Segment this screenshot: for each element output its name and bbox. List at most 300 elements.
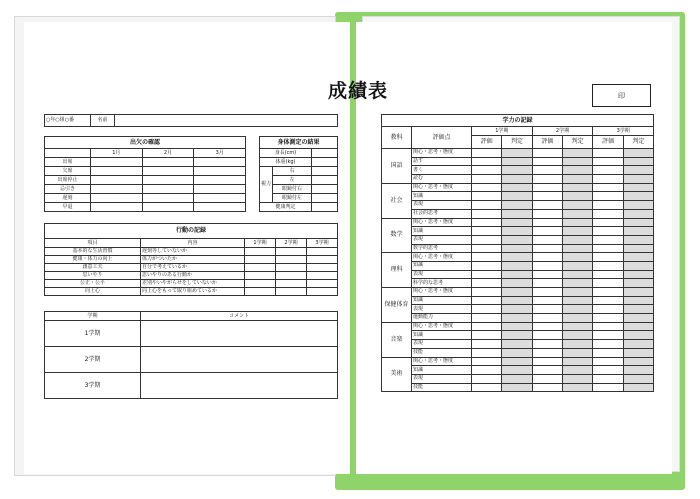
attendance-row-label: 出席停止 <box>45 176 91 185</box>
grade-row <box>382 218 654 227</box>
eval-cell[interactable] <box>532 218 562 227</box>
judge-cell[interactable] <box>562 374 592 383</box>
attendance-cell[interactable] <box>91 167 143 176</box>
grade-row <box>382 183 654 192</box>
eval-cell[interactable] <box>472 348 502 357</box>
judge-cell[interactable] <box>623 331 653 340</box>
judge-cell[interactable] <box>623 166 653 175</box>
eval-cell[interactable] <box>472 383 502 392</box>
eval-cell[interactable] <box>532 357 562 366</box>
judge-cell[interactable] <box>623 235 653 244</box>
judge-cell[interactable] <box>623 348 653 357</box>
judge-cell[interactable] <box>502 296 532 305</box>
judge-cell[interactable] <box>623 201 653 210</box>
behavior-cell[interactable] <box>245 280 276 288</box>
judge-cell[interactable] <box>502 235 532 244</box>
eval-cell[interactable] <box>532 340 562 349</box>
eval-cell[interactable] <box>593 149 623 158</box>
behavior-item: 創意工夫 <box>45 264 141 272</box>
grade-row <box>382 166 654 175</box>
judge-cell[interactable] <box>623 366 653 375</box>
eval-cell[interactable] <box>593 209 623 218</box>
eval-cell[interactable] <box>593 279 623 288</box>
judge-cell[interactable] <box>502 253 532 262</box>
eval-cell[interactable] <box>532 296 562 305</box>
judge-cell[interactable] <box>623 374 653 383</box>
judge-cell[interactable] <box>562 279 592 288</box>
grade-item: 技能 <box>412 383 472 392</box>
eval-cell[interactable] <box>532 201 562 210</box>
eval-cell[interactable] <box>532 192 562 201</box>
eval-cell[interactable] <box>472 314 502 323</box>
eval-cell[interactable] <box>472 279 502 288</box>
comment-row <box>45 347 338 373</box>
eval-cell[interactable] <box>593 322 623 331</box>
eval-cell[interactable] <box>472 288 502 297</box>
eval-cell[interactable] <box>472 149 502 158</box>
judge-cell[interactable] <box>502 183 532 192</box>
eval-cell[interactable] <box>532 149 562 158</box>
behavior-cell[interactable] <box>307 288 338 296</box>
judge-cell[interactable] <box>502 322 532 331</box>
judge-cell[interactable] <box>623 175 653 184</box>
behavior-content: 遅刻等していないか <box>141 248 245 256</box>
grade-row <box>382 322 654 331</box>
grade-row <box>382 331 654 340</box>
eval-cell[interactable] <box>532 253 562 262</box>
grade-item: 読む <box>412 175 472 184</box>
attendance-cell[interactable] <box>91 185 143 194</box>
judge-cell[interactable] <box>562 296 592 305</box>
eye-row-label: 右 <box>273 167 312 176</box>
term-header: 1学期 <box>472 127 533 136</box>
behavior-cell[interactable] <box>307 256 338 264</box>
eye-field[interactable] <box>312 185 338 194</box>
eval-cell[interactable] <box>593 201 623 210</box>
judge-cell[interactable] <box>562 175 592 184</box>
eval-cell[interactable] <box>472 157 502 166</box>
judge-cell[interactable] <box>562 322 592 331</box>
grade-row <box>382 270 654 279</box>
judge-cell[interactable] <box>502 244 532 253</box>
judge-cell[interactable] <box>623 357 653 366</box>
behavior-cell[interactable] <box>276 280 307 288</box>
judge-cell[interactable] <box>502 305 532 314</box>
judge-cell[interactable] <box>502 383 532 392</box>
judge-header: 判定 <box>502 136 532 149</box>
judge-cell[interactable] <box>562 183 592 192</box>
behavior-table <box>44 223 338 296</box>
behavior-row <box>45 288 338 296</box>
eval-cell[interactable] <box>593 227 623 236</box>
attendance-cell[interactable] <box>194 203 246 212</box>
behavior-cell[interactable] <box>245 248 276 256</box>
behavior-cell[interactable] <box>276 288 307 296</box>
judge-cell[interactable] <box>502 374 532 383</box>
behavior-cell[interactable] <box>245 272 276 280</box>
eval-cell[interactable] <box>593 357 623 366</box>
comment-header: 学期 <box>45 312 141 321</box>
eval-cell[interactable] <box>472 166 502 175</box>
judge-cell[interactable] <box>502 340 532 349</box>
grade-row <box>382 201 654 210</box>
eval-cell[interactable] <box>472 175 502 184</box>
eval-cell[interactable] <box>593 340 623 349</box>
eval-cell[interactable] <box>532 175 562 184</box>
grade-item: 関心・思考・態度 <box>412 322 472 331</box>
eval-cell[interactable] <box>593 157 623 166</box>
behavior-header: 内容 <box>141 239 245 248</box>
attendance-cell[interactable] <box>142 185 194 194</box>
judge-cell[interactable] <box>623 296 653 305</box>
judge-cell[interactable] <box>562 166 592 175</box>
judge-cell[interactable] <box>562 253 592 262</box>
behavior-item: 向上心 <box>45 288 141 296</box>
subject-header: 教科 <box>382 127 412 149</box>
eval-cell[interactable] <box>593 366 623 375</box>
judge-cell[interactable] <box>562 209 592 218</box>
behavior-content: 体力がついたか <box>141 256 245 264</box>
attendance-cell[interactable] <box>142 194 194 203</box>
judge-cell[interactable] <box>623 340 653 349</box>
subject-name: 音楽 <box>382 322 412 357</box>
attendance-table <box>44 136 246 212</box>
judge-cell[interactable] <box>623 253 653 262</box>
judge-cell[interactable] <box>562 149 592 158</box>
attendance-cell[interactable] <box>142 203 194 212</box>
judge-cell[interactable] <box>502 166 532 175</box>
judge-cell[interactable] <box>562 383 592 392</box>
attendance-row-label: 出席 <box>45 158 91 167</box>
eval-cell[interactable] <box>593 305 623 314</box>
comment-field[interactable] <box>141 321 338 347</box>
eval-cell[interactable] <box>472 270 502 279</box>
judge-cell[interactable] <box>562 366 592 375</box>
behavior-cell[interactable] <box>276 256 307 264</box>
eval-cell[interactable] <box>472 340 502 349</box>
eval-cell[interactable] <box>472 235 502 244</box>
eval-cell[interactable] <box>472 244 502 253</box>
eval-cell[interactable] <box>532 314 562 323</box>
name-label: 名前 <box>91 115 115 127</box>
behavior-cell[interactable] <box>245 264 276 272</box>
weight-label: 体重(kg) <box>260 158 312 167</box>
judge-cell[interactable] <box>562 305 592 314</box>
judge-cell[interactable] <box>502 261 532 270</box>
judge-cell[interactable] <box>562 348 592 357</box>
judge-cell[interactable] <box>502 149 532 158</box>
eval-cell[interactable] <box>593 348 623 357</box>
judge-cell[interactable] <box>623 270 653 279</box>
judge-cell[interactable] <box>562 314 592 323</box>
behavior-cell[interactable] <box>245 256 276 264</box>
judge-cell[interactable] <box>502 209 532 218</box>
grade-item: 表現 <box>412 340 472 349</box>
grade-item: 知識 <box>412 261 472 270</box>
behavior-cell[interactable] <box>276 264 307 272</box>
grade-item: 関心・思考・態度 <box>412 183 472 192</box>
eval-cell[interactable] <box>532 348 562 357</box>
grade-item: 知識 <box>412 331 472 340</box>
behavior-row <box>45 256 338 264</box>
eval-cell[interactable] <box>532 322 562 331</box>
eval-cell[interactable] <box>593 235 623 244</box>
eval-cell[interactable] <box>472 253 502 262</box>
eval-cell[interactable] <box>472 331 502 340</box>
eval-cell[interactable] <box>532 288 562 297</box>
grade-item: 表現 <box>412 305 472 314</box>
class-number-label: ○年○組○番 <box>45 115 91 127</box>
grade-row <box>382 149 654 158</box>
behavior-cell[interactable] <box>245 288 276 296</box>
judge-cell[interactable] <box>623 322 653 331</box>
eval-cell[interactable] <box>472 227 502 236</box>
behavior-row <box>45 272 338 280</box>
judge-cell[interactable] <box>562 218 592 227</box>
eyesight-label: 視力 <box>260 167 273 203</box>
behavior-cell[interactable] <box>307 272 338 280</box>
attendance-cell[interactable] <box>194 167 246 176</box>
judge-cell[interactable] <box>623 383 653 392</box>
eval-cell[interactable] <box>593 166 623 175</box>
judge-cell[interactable] <box>562 157 592 166</box>
judge-cell[interactable] <box>502 270 532 279</box>
eval-cell[interactable] <box>472 192 502 201</box>
behavior-row <box>45 280 338 288</box>
attendance-cell[interactable] <box>91 176 143 185</box>
eval-cell[interactable] <box>532 261 562 270</box>
comment-field[interactable] <box>141 347 338 373</box>
eye-row-label: 眼鏡付左 <box>273 194 312 203</box>
eval-cell[interactable] <box>532 366 562 375</box>
grade-item: 運動能力 <box>412 314 472 323</box>
judge-cell[interactable] <box>502 314 532 323</box>
attendance-cell[interactable] <box>142 167 194 176</box>
judge-cell[interactable] <box>502 348 532 357</box>
eval-cell[interactable] <box>593 374 623 383</box>
behavior-title: 行動の記録 <box>45 224 338 239</box>
judge-cell[interactable] <box>623 227 653 236</box>
judge-cell[interactable] <box>623 192 653 201</box>
judge-cell[interactable] <box>502 175 532 184</box>
eval-cell[interactable] <box>593 331 623 340</box>
judge-cell[interactable] <box>623 314 653 323</box>
subject-name: 理科 <box>382 253 412 288</box>
judge-cell[interactable] <box>502 366 532 375</box>
behavior-cell[interactable] <box>307 280 338 288</box>
grade-item: 関心・思考・態度 <box>412 357 472 366</box>
comment-term-label: 1学期 <box>45 321 141 347</box>
attendance-cell[interactable] <box>142 158 194 167</box>
judge-cell[interactable] <box>623 261 653 270</box>
judge-cell[interactable] <box>502 288 532 297</box>
eval-cell[interactable] <box>532 166 562 175</box>
eye-field[interactable] <box>312 194 338 203</box>
attendance-cell[interactable] <box>194 194 246 203</box>
grade-row <box>382 157 654 166</box>
judge-cell[interactable] <box>623 157 653 166</box>
judge-cell[interactable] <box>562 331 592 340</box>
eval-cell[interactable] <box>532 374 562 383</box>
judge-cell[interactable] <box>502 331 532 340</box>
judge-cell[interactable] <box>562 201 592 210</box>
checkup-field[interactable] <box>312 203 338 212</box>
eval-cell[interactable] <box>593 244 623 253</box>
eval-cell[interactable] <box>532 157 562 166</box>
judge-cell[interactable] <box>562 244 592 253</box>
attendance-row <box>45 176 246 185</box>
eval-cell[interactable] <box>532 227 562 236</box>
student-info-table <box>44 114 338 127</box>
behavior-cell[interactable] <box>307 248 338 256</box>
grade-item: 知識 <box>412 192 472 201</box>
judge-cell[interactable] <box>623 244 653 253</box>
judge-cell[interactable] <box>502 192 532 201</box>
eval-cell[interactable] <box>472 261 502 270</box>
grade-row <box>382 288 654 297</box>
attendance-cell[interactable] <box>194 158 246 167</box>
eval-cell[interactable] <box>532 270 562 279</box>
grade-item: 数学的思考 <box>412 244 472 253</box>
judge-cell[interactable] <box>562 227 592 236</box>
weight-field[interactable] <box>312 158 338 167</box>
eval-cell[interactable] <box>532 209 562 218</box>
name-field[interactable] <box>115 115 338 127</box>
eval-cell[interactable] <box>593 183 623 192</box>
grade-row <box>382 175 654 184</box>
judge-cell[interactable] <box>562 192 592 201</box>
eval-cell[interactable] <box>472 201 502 210</box>
grade-row <box>382 253 654 262</box>
grade-item: 表現 <box>412 235 472 244</box>
attendance-row <box>45 194 246 203</box>
eval-cell[interactable] <box>532 183 562 192</box>
grade-item: 技能 <box>412 348 472 357</box>
eval-cell[interactable] <box>472 209 502 218</box>
behavior-header: 2学期 <box>276 239 307 248</box>
height-field[interactable] <box>312 149 338 158</box>
eval-cell[interactable] <box>472 218 502 227</box>
eval-cell[interactable] <box>472 322 502 331</box>
judge-cell[interactable] <box>623 183 653 192</box>
judge-cell[interactable] <box>562 261 592 270</box>
judge-cell[interactable] <box>562 270 592 279</box>
judge-cell[interactable] <box>502 279 532 288</box>
attendance-cell[interactable] <box>142 176 194 185</box>
judge-cell[interactable] <box>623 218 653 227</box>
subject-name: 社会 <box>382 183 412 218</box>
eval-cell[interactable] <box>532 305 562 314</box>
eval-cell[interactable] <box>472 305 502 314</box>
grade-item: 科学的な思考 <box>412 279 472 288</box>
eval-cell[interactable] <box>593 314 623 323</box>
behavior-cell[interactable] <box>276 248 307 256</box>
eval-cell[interactable] <box>532 279 562 288</box>
judge-cell[interactable] <box>502 157 532 166</box>
attendance-cell[interactable] <box>91 194 143 203</box>
behavior-header: 3学期 <box>307 239 338 248</box>
attendance-cell[interactable] <box>194 185 246 194</box>
eye-field[interactable] <box>312 167 338 176</box>
attendance-title: 出欠の確認 <box>45 137 246 149</box>
eval-cell[interactable] <box>593 253 623 262</box>
behavior-cell[interactable] <box>307 264 338 272</box>
eval-cell[interactable] <box>532 383 562 392</box>
grade-item: 社会的思考 <box>412 209 472 218</box>
eval-cell[interactable] <box>593 175 623 184</box>
grade-row <box>382 296 654 305</box>
behavior-cell[interactable] <box>276 272 307 280</box>
attendance-cell[interactable] <box>194 176 246 185</box>
grade-row <box>382 340 654 349</box>
eval-cell[interactable] <box>532 235 562 244</box>
eval-cell[interactable] <box>472 296 502 305</box>
attendance-row <box>45 203 246 212</box>
eye-row-label: 左 <box>273 176 312 185</box>
subject-name: 美術 <box>382 357 412 392</box>
judge-cell[interactable] <box>623 288 653 297</box>
attendance-cell[interactable] <box>91 158 143 167</box>
comment-term-label: 2学期 <box>45 347 141 373</box>
comment-row <box>45 321 338 347</box>
eval-cell[interactable] <box>593 261 623 270</box>
judge-cell[interactable] <box>502 218 532 227</box>
comment-row <box>45 373 338 399</box>
judge-cell[interactable] <box>623 149 653 158</box>
eval-cell[interactable] <box>593 383 623 392</box>
eval-cell[interactable] <box>532 244 562 253</box>
eval-cell[interactable] <box>472 374 502 383</box>
eval-cell[interactable] <box>593 296 623 305</box>
eval-cell[interactable] <box>532 331 562 340</box>
attendance-cell[interactable] <box>91 203 143 212</box>
behavior-content: 自分で考えているか <box>141 264 245 272</box>
eval-cell[interactable] <box>593 218 623 227</box>
comment-field[interactable] <box>141 373 338 399</box>
judge-cell[interactable] <box>502 201 532 210</box>
eval-header: 評価 <box>472 136 502 149</box>
comment-term-label: 3学期 <box>45 373 141 399</box>
judge-cell[interactable] <box>562 288 592 297</box>
eye-field[interactable] <box>312 176 338 185</box>
behavior-item: 思いやり <box>45 272 141 280</box>
judge-cell[interactable] <box>623 305 653 314</box>
behavior-item: 公正・公平 <box>45 280 141 288</box>
judge-cell[interactable] <box>562 235 592 244</box>
grade-item: 関心・思考・態度 <box>412 149 472 158</box>
judge-cell[interactable] <box>623 209 653 218</box>
judge-cell[interactable] <box>502 357 532 366</box>
grade-row <box>382 244 654 253</box>
judge-cell[interactable] <box>562 340 592 349</box>
attendance-row <box>45 185 246 194</box>
eval-cell[interactable] <box>472 366 502 375</box>
eval-cell[interactable] <box>593 270 623 279</box>
eval-cell[interactable] <box>472 357 502 366</box>
behavior-header: 項目 <box>45 239 141 248</box>
grade-item: 知識 <box>412 366 472 375</box>
judge-cell[interactable] <box>562 357 592 366</box>
eval-cell[interactable] <box>472 183 502 192</box>
eval-cell[interactable] <box>593 192 623 201</box>
eval-cell[interactable] <box>593 288 623 297</box>
grade-item: 表現 <box>412 374 472 383</box>
behavior-content: 差別やいやがらせをしていないか <box>141 280 245 288</box>
judge-cell[interactable] <box>502 227 532 236</box>
behavior-item: 基本的な生活習慣 <box>45 248 141 256</box>
judge-cell[interactable] <box>623 279 653 288</box>
behavior-header: 1学期 <box>245 239 276 248</box>
